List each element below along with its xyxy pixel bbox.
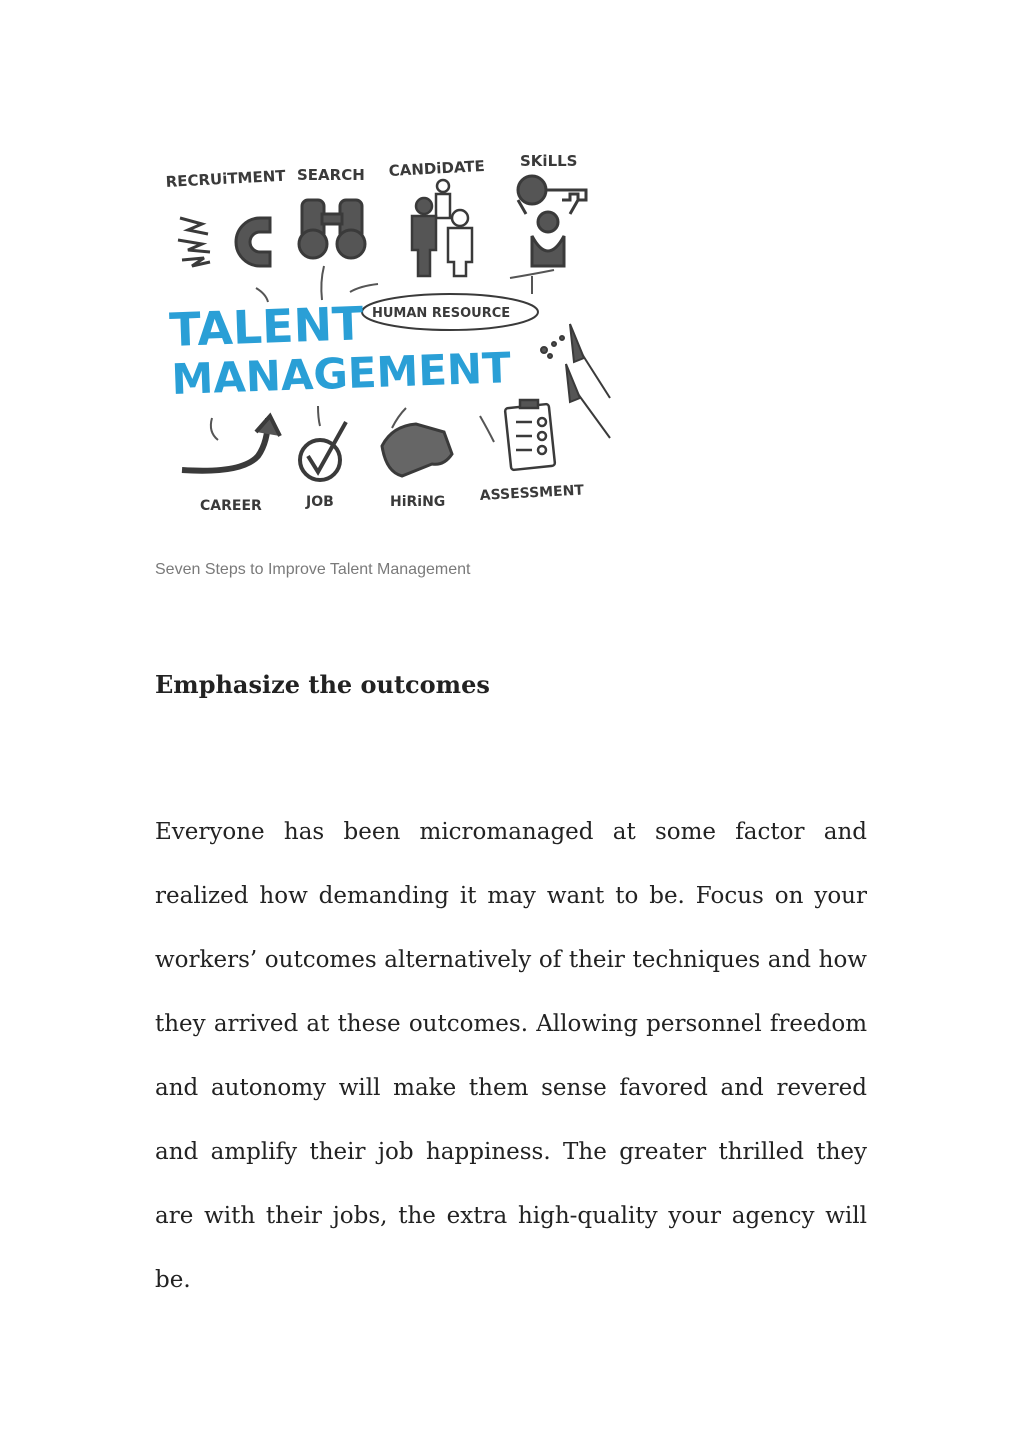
- label-job: JOB: [306, 494, 334, 510]
- section-heading: Emphasize the outcomes: [155, 670, 490, 699]
- label-talent: TALENT: [168, 296, 365, 357]
- clipboard-icon: [505, 400, 555, 470]
- body-paragraph: Everyone has been micromanaged at some factor and realized how demanding it may want to be. Focus on your workers’ outcomes alternatively of their techniques and how they arrived at these outcomes. Allowing personnel freedom and autonomy will make them sense favored and revered and amplify their job happiness. The greater thrilled they are with their jobs, the extra high-quality your agency will be.: [155, 819, 867, 1293]
- key-icon: [518, 176, 586, 266]
- arrow-icon: [182, 416, 280, 471]
- magnet-icon: [178, 218, 270, 266]
- talent-management-illustration: [160, 140, 620, 530]
- label-assessment: ASSESSMENT: [479, 482, 585, 504]
- label-skills: SKiLLS: [520, 152, 578, 170]
- label-hiring: HiRiNG: [390, 494, 446, 510]
- label-recruitment: RECRUiTMENT: [165, 166, 286, 191]
- label-career: CAREER: [200, 498, 262, 514]
- label-management: MANAGEMENT: [170, 343, 512, 404]
- figure-caption: Seven Steps to Improve Talent Management: [155, 561, 471, 578]
- label-candidate: CANDiDATE: [388, 156, 486, 180]
- human-resource-badge: [362, 294, 538, 330]
- handshake-icon: [382, 424, 452, 476]
- binoculars-icon: [299, 200, 365, 258]
- label-search: SEARCH: [297, 166, 365, 184]
- people-icon: [412, 180, 472, 276]
- checkmark-icon: [300, 422, 346, 480]
- label-human-resource: HUMAN RESOURCE: [372, 306, 511, 321]
